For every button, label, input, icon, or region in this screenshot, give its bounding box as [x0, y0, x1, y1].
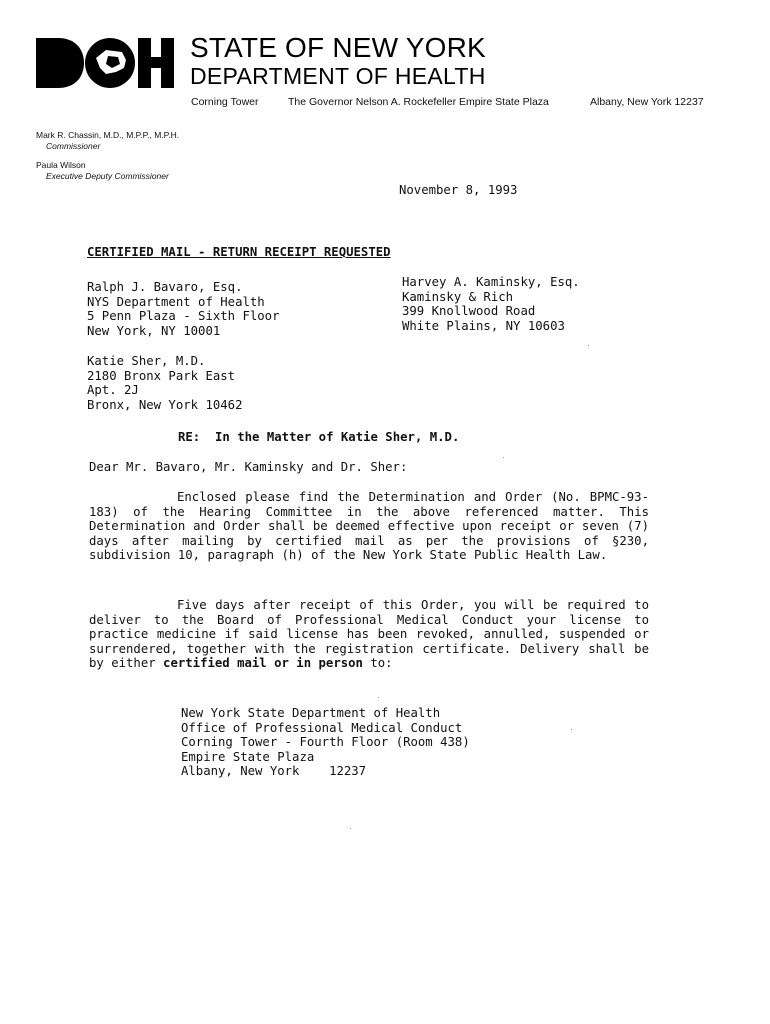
delivery-address-block [181, 706, 470, 779]
doh-logo [36, 38, 174, 88]
official-title: Executive Deputy Commissioner [46, 171, 169, 181]
address-line: Apt. 2J [87, 383, 139, 398]
re-label: RE: [178, 430, 201, 444]
agency-name-line2: DEPARTMENT OF HEALTH [190, 63, 486, 89]
address-line: White Plains, NY 10603 [402, 318, 565, 333]
address-line: Ralph J. Bavaro, Esq. [87, 280, 243, 294]
address-plaza: The Governor Nelson A. Rockefeller Empire State Plaza [288, 96, 549, 108]
address-line: 2180 Bronx Park East [87, 368, 236, 383]
address-line: NYS Department of Health [87, 294, 265, 309]
agency-name-line1: STATE OF NEW YORK [190, 32, 486, 63]
body-paragraph-1: Enclosed please find the Determination and Order (No. BPMC-93-183) of the Hearing Committee in the above referenced matter. This Determination and Order shall be deemed effective upon receipt or seven (7) days after mailing by certified mail as per the provisions of §230, subdivision 10, paragraph (h) of the New York State Public Health Law. [89, 490, 649, 563]
recipient-block-2 [402, 275, 580, 333]
recipient-block-3 [87, 354, 242, 412]
official-name: Mark R. Chassin, M.D., M.P.P., M.P.H. [36, 130, 180, 140]
address-line: Bronx, New York 10462 [87, 397, 243, 412]
address-line: Office of Professional Medical Conduct [181, 720, 463, 735]
body-paragraph-2 [89, 598, 649, 671]
delivery-method: certified mail or in person [163, 656, 363, 671]
re-subject: In the Matter of Katie Sher, M.D. [215, 430, 460, 444]
recipient-block-1 [87, 280, 280, 338]
paragraph2-end: to: [370, 656, 393, 671]
official-name: Paula Wilson [36, 160, 86, 170]
address-line: Harvey A. Kaminsky, Esq. [402, 275, 580, 289]
letter-date: November 8, 1993 [399, 183, 518, 197]
address-line: Albany, New York 12237 [181, 764, 367, 779]
address-line: Empire State Plaza [181, 749, 315, 764]
salutation: Dear Mr. Bavaro, Mr. Kaminsky and Dr. Sher: [89, 460, 408, 474]
address-line: New York State Department of Health [181, 706, 441, 720]
scan-speck [571, 729, 572, 730]
address-building: Corning Tower [191, 96, 259, 108]
scan-speck [588, 345, 589, 346]
address-line: 399 Knollwood Road [402, 304, 536, 319]
officials-block [36, 130, 179, 182]
scan-speck [378, 697, 379, 698]
official-title: Commissioner [46, 141, 101, 151]
re-line [178, 430, 459, 445]
scan-speck [503, 457, 504, 458]
paragraph2-text: Five days after receipt of this Order, you will be required to deliver to the Board of Professional Medical Conduct your license to practice medicine if said license has been revoked, annulled, suspended or surrendered, together with the registration certificate. Delivery shall be by either [89, 598, 649, 671]
address-line: Katie Sher, M.D. [87, 354, 206, 368]
address-line: Kaminsky & Rich [402, 289, 514, 304]
address-line: New York, NY 10001 [87, 323, 221, 338]
address-city: Albany, New York 12237 [590, 96, 704, 108]
mailing-notice: CERTIFIED MAIL - RETURN RECEIPT REQUESTED [87, 245, 391, 259]
address-line: Corning Tower - Fourth Floor (Room 438) [181, 735, 470, 750]
scan-speck [350, 828, 351, 829]
address-line: 5 Penn Plaza - Sixth Floor [87, 309, 280, 324]
